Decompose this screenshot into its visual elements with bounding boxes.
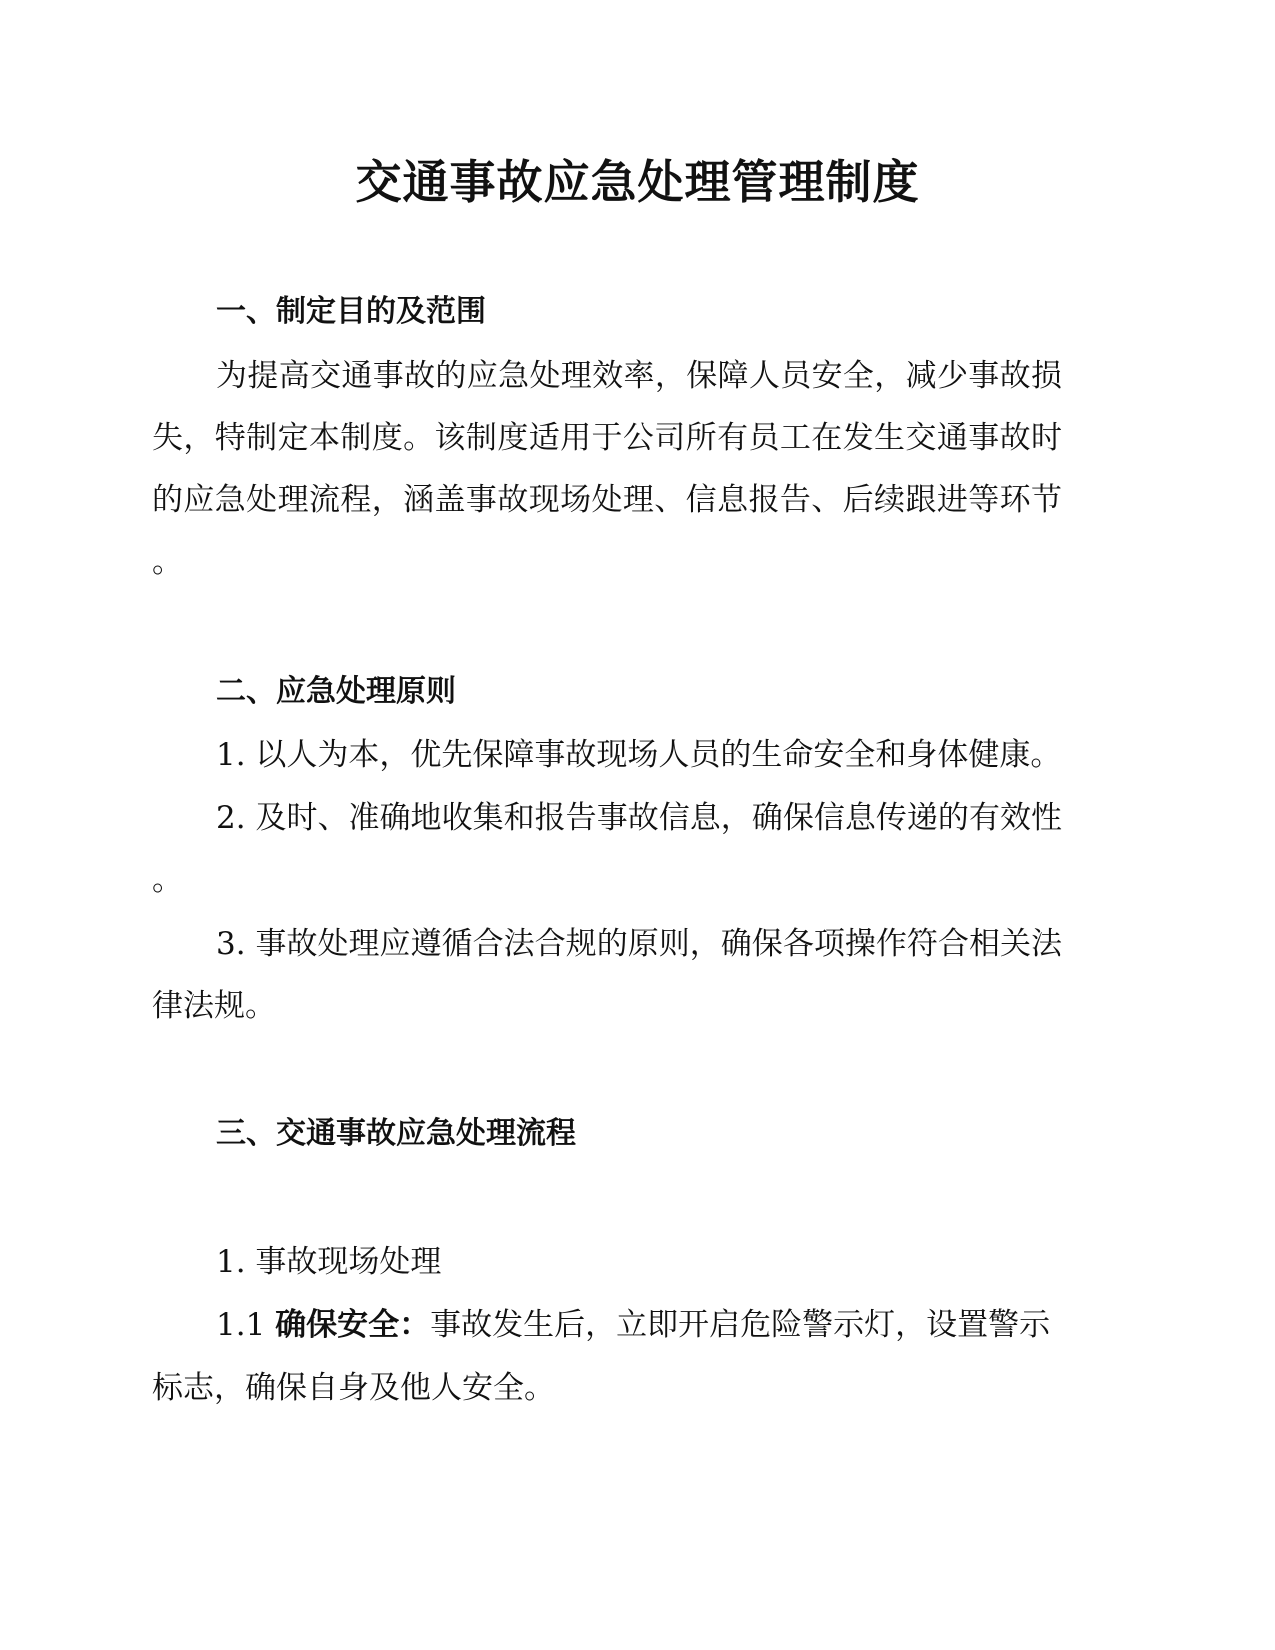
section-1-heading: 一、制定目的及范围 [216,294,486,329]
section-2-heading: 二、应急处理原则 [216,674,456,709]
section-3-heading: 三、交通事故应急处理流程 [216,1116,576,1151]
section-1-paragraph-line-4: 。 [152,544,183,580]
section-1-paragraph-line-1: 为提高交通事故的应急处理效率，保障人员安全，减少事故损 [216,358,1062,394]
item-number: 1.1 [216,1307,266,1343]
section-2-item-3-line-1: 3. 事故处理应遵循合法合规的原则，确保各项操作符合相关法 [216,926,1062,962]
document-title: 交通事故应急处理管理制度 [355,155,920,209]
section-3-item-1-1-line-2: 标志，确保自身及他人安全。 [152,1370,555,1406]
item-label: 确保安全： [275,1307,431,1343]
section-2-item-3-line-2: 律法规。 [152,988,276,1024]
section-2-item-2-line-1: 2. 及时、准确地收集和报告事故信息，确保信息传递的有效性 [216,800,1062,836]
item-text: 事故发生后，立即开启危险警示灯，设置警示 [430,1307,1051,1343]
section-2-item-1: 1. 以人为本，优先保障事故现场人员的生命安全和身体健康。 [216,737,1062,773]
section-1-paragraph-line-3: 的应急处理流程，涵盖事故现场处理、信息报告、后续跟进等环节 [152,482,1062,518]
section-2-item-2-line-2: 。 [152,862,183,898]
section-3-subheading-1: 1. 事故现场处理 [216,1244,442,1280]
section-1-paragraph-line-2: 失，特制定本制度。该制度适用于公司所有员工在发生交通事故时 [152,420,1062,456]
section-3-item-1-1-line-1 [216,1303,1196,1347]
